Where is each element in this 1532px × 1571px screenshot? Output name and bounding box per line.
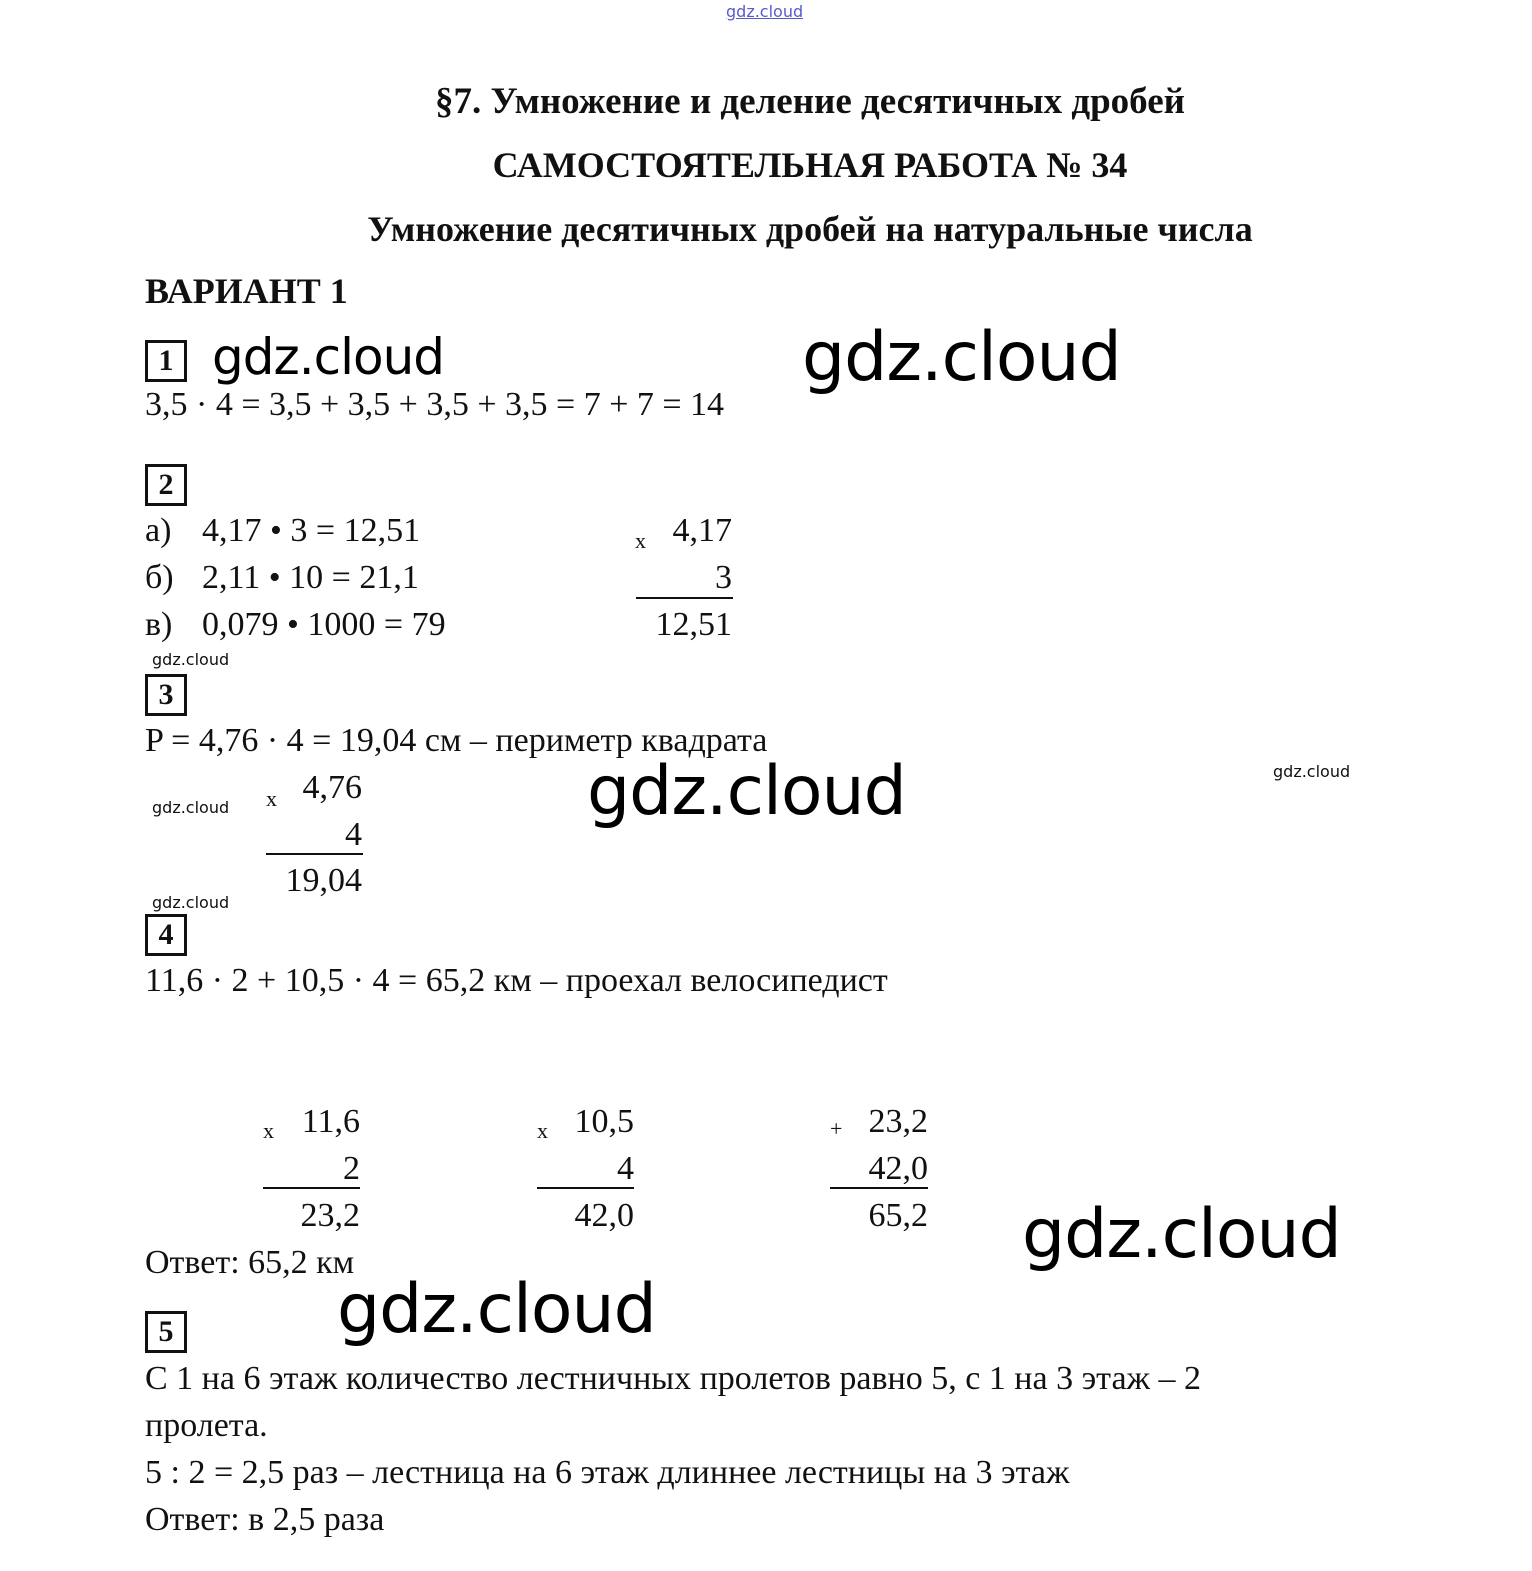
watermark: gdz.cloud — [587, 752, 906, 831]
task5-line1: С 1 на 6 этаж количество лестничных пролетов равно 5, с 1 на 3 этаж – 2 — [145, 1360, 1202, 1397]
column-rule — [263, 1187, 360, 1189]
variant-label: ВАРИАНТ 1 — [145, 271, 348, 311]
column-operand-top: 23,2 — [868, 1103, 928, 1140]
watermark: gdz.cloud — [152, 798, 230, 817]
column-operand-top: 11,6 — [301, 1103, 360, 1140]
task4-answer: Ответ: 65,2 км — [145, 1244, 355, 1281]
task2-b-label: б) — [145, 559, 174, 596]
column-operand-top: 4,76 — [302, 769, 362, 806]
top-watermark-link[interactable]: gdz.cloud — [726, 2, 804, 21]
watermark: gdz.cloud — [152, 650, 230, 669]
multiply-sign: x — [263, 1118, 274, 1143]
task5-answer: Ответ: в 2,5 раза — [145, 1501, 385, 1538]
watermark: gdz.cloud — [212, 328, 445, 386]
section-title: §7. Умножение и деление десятичных дробей — [435, 81, 1185, 122]
multiply-sign: x — [537, 1118, 548, 1143]
column-operand-bottom: 3 — [715, 559, 732, 596]
column-operand-bottom: 4 — [345, 816, 362, 853]
column-rule — [636, 597, 733, 599]
column-operand-bottom: 2 — [343, 1150, 360, 1187]
task2-b-expr: 2,11 • 10 = 21,1 — [202, 559, 419, 596]
column-rule — [266, 853, 363, 855]
task2-c-expr: 0,079 • 1000 = 79 — [202, 606, 446, 643]
watermark: gdz.cloud — [152, 893, 230, 912]
multiply-sign: x — [266, 786, 277, 811]
column-operand-bottom: 4 — [617, 1150, 634, 1187]
task-number-3: 3 — [145, 674, 187, 716]
task-number-5: 5 — [145, 1311, 187, 1353]
column-result: 42,0 — [574, 1197, 634, 1234]
task1-line: 3,5 · 4 = 3,5 + 3,5 + 3,5 + 3,5 = 7 + 7 = 14 — [145, 386, 725, 423]
column-result: 65,2 — [868, 1197, 928, 1234]
watermark: gdz.cloud — [1273, 762, 1351, 781]
watermark: gdz.cloud — [802, 318, 1121, 397]
multiply-sign: x — [635, 528, 646, 553]
task-number-4: 4 — [145, 914, 187, 956]
task2-a-expr: 4,17 • 3 = 12,51 — [202, 512, 421, 549]
column-result: 12,51 — [655, 606, 732, 643]
plus-sign: + — [830, 1116, 843, 1141]
column-rule — [830, 1187, 928, 1189]
work-title: САМОСТОЯТЕЛЬНАЯ РАБОТА № 34 — [492, 145, 1128, 185]
column-operand-top: 4,17 — [672, 512, 732, 549]
task5-line3: 5 : 2 = 2,5 раз – лестница на 6 этаж длиннее лестницы на 3 этаж — [145, 1454, 1070, 1491]
watermark: gdz.cloud — [1022, 1195, 1341, 1274]
watermark: gdz.cloud — [337, 1270, 656, 1349]
column-operand-top: 10,5 — [574, 1103, 634, 1140]
column-operand-bottom: 42,0 — [868, 1150, 928, 1187]
task3-line: P = 4,76 · 4 = 19,04 см – периметр квадрата — [145, 722, 768, 759]
task-number-2: 2 — [145, 464, 187, 506]
column-result: 23,2 — [300, 1197, 360, 1234]
topic-title: Умножение десятичных дробей на натуральные числа — [367, 209, 1253, 249]
column-rule — [537, 1187, 634, 1189]
task5-line2: пролета. — [145, 1407, 268, 1444]
task2-c-label: в) — [145, 606, 173, 643]
column-result: 19,04 — [285, 862, 362, 899]
task-number-1: 1 — [145, 340, 187, 382]
task2-a-label: а) — [145, 512, 172, 549]
task4-line: 11,6 · 2 + 10,5 · 4 = 65,2 км – проехал велосипедист — [145, 962, 888, 999]
